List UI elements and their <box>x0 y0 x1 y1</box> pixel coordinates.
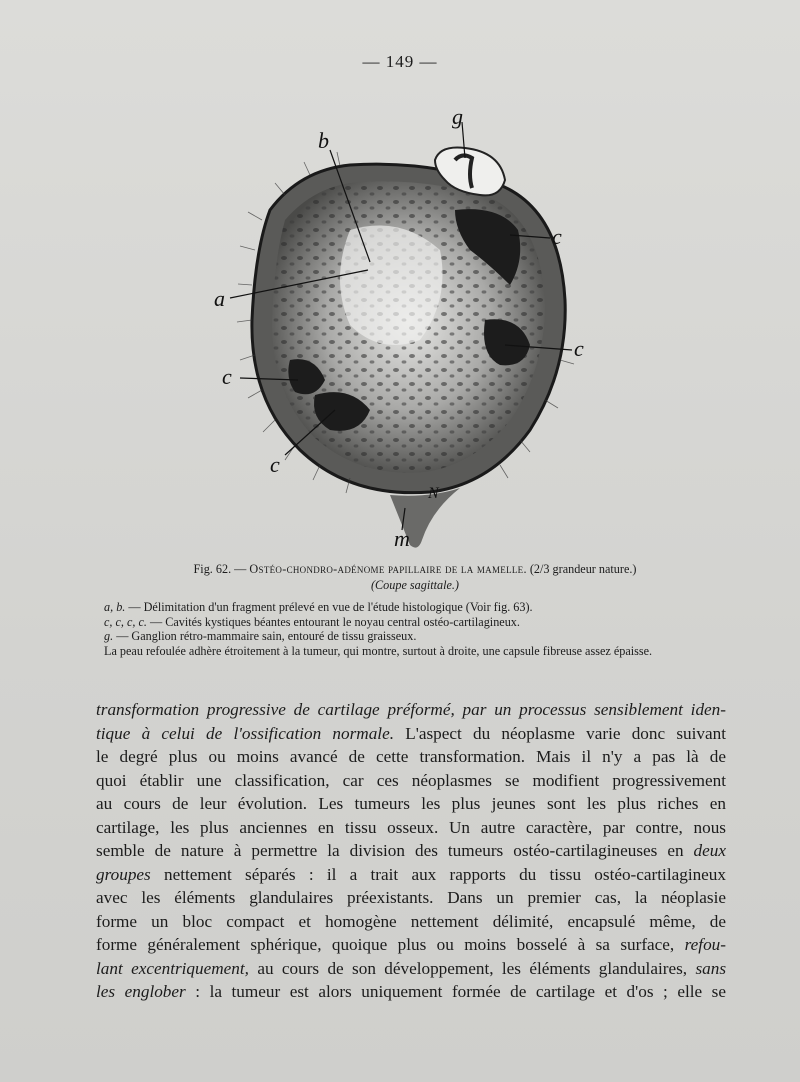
caption-scale: (2/3 grandeur nature.) <box>529 562 637 576</box>
legend-key: g. <box>104 629 114 644</box>
italic-text: transformation progressive de cartilage préformé, par un processus sensiblement iden- <box>96 700 726 719</box>
legend-key: a, b. <box>104 600 126 614</box>
text-line <box>96 839 726 863</box>
text-line: avec les éléments glandulaires préexistants. Dans un premier cas, la néoplasie <box>96 888 726 907</box>
legend-item <box>104 615 734 630</box>
legend-note: La peau refoulée adhère étroitement à la tumeur, qui montre, surtout à droite, une capsule fibreuse assez épaisse. <box>104 643 653 658</box>
italic-text: deux <box>693 841 726 860</box>
figure-label-c-upper-right: c <box>552 224 562 249</box>
text-run: : la tumeur est alors uniquement formée de cartilage et d'os ; elle se <box>185 982 726 1001</box>
figure-label-c-left: c <box>222 364 232 389</box>
text-line: au cours de leur évolution. Les tumeurs les plus jeunes sont les plus riches en <box>96 794 726 813</box>
text-line <box>96 698 726 722</box>
figure-label-c-right: c <box>574 336 584 361</box>
figure-62-illustration <box>200 100 620 560</box>
text-run: semble de nature à permettre la division des tumeurs ostéo-cartilagineuses en <box>96 841 694 860</box>
figure-label-g: g <box>452 104 463 129</box>
text-run: L'aspect du néoplasme varie donc suivant <box>394 723 726 743</box>
legend-item <box>104 600 734 615</box>
text-line: cartilage, les plus anciennes en tissu osseux. Un autre caractère, par contre, nous <box>96 817 726 837</box>
text-line <box>96 933 726 957</box>
figure-caption <box>95 562 735 577</box>
tumor-section-drawing <box>200 100 620 560</box>
legend-key: c, c, c, c. <box>104 614 147 629</box>
text-line <box>96 957 726 981</box>
figure-label-m: m <box>394 526 410 551</box>
text-run: au cours de son développement, les éléments glandulaires, <box>248 958 696 978</box>
legend-text: — Cavités kystiques béantes entourant le noyau central ostéo-cartilagineux. <box>146 614 520 629</box>
figure-label-b: b <box>318 128 329 153</box>
osteo-cartilage-nucleus <box>340 226 443 346</box>
italic-text: refou- <box>684 935 726 954</box>
italic-text: tique à celui de l'ossification normale. <box>96 723 394 743</box>
italic-text: les englober <box>96 982 186 1001</box>
text-line <box>96 722 726 746</box>
text-line <box>96 863 726 887</box>
legend-item <box>104 629 734 644</box>
figure-label-a: a <box>214 286 225 311</box>
caption-prefix: Fig. 62. — <box>193 562 247 576</box>
legend-text: — Délimitation d'un fragment prélevé en vue de l'étude histologique (Voir fig. 63). <box>125 600 533 614</box>
text-line: le degré plus ou moins avancé de cette transformation. Mais il n'y a pas là de <box>96 747 726 766</box>
italic-text: groupes <box>96 864 151 884</box>
figure-label-c-lower: c <box>270 452 280 477</box>
page-number: — 149 — <box>362 52 438 71</box>
caption-subtitle: (Coupe sagittale.) <box>370 578 459 592</box>
text-line <box>96 980 726 1004</box>
figure-label-n: N <box>428 485 439 502</box>
text-run: forme généralement sphérique, quoique plus ou moins bosselé à sa surface, <box>96 935 685 954</box>
caption-title: Ostéo-chondro-adénome papillaire de la mamelle. <box>249 562 527 576</box>
text-line: quoi établir une classification, car ces néoplasmes se modifient progressivement <box>96 770 726 790</box>
text-run: nettement séparés : il a trait aux rapports du tissu ostéo-cartilagineux <box>150 864 726 884</box>
text-line: forme un bloc compact et homogène nettement délimité, encapsulé même, de <box>96 911 726 931</box>
italic-text: sans <box>695 958 727 978</box>
figure-legend <box>104 600 734 658</box>
legend-text: — Ganglion rétro-mammaire sain, entouré de tissu graisseux. <box>113 629 417 644</box>
italic-text: lant excentriquement, <box>96 958 249 978</box>
body-paragraph <box>96 698 726 1004</box>
